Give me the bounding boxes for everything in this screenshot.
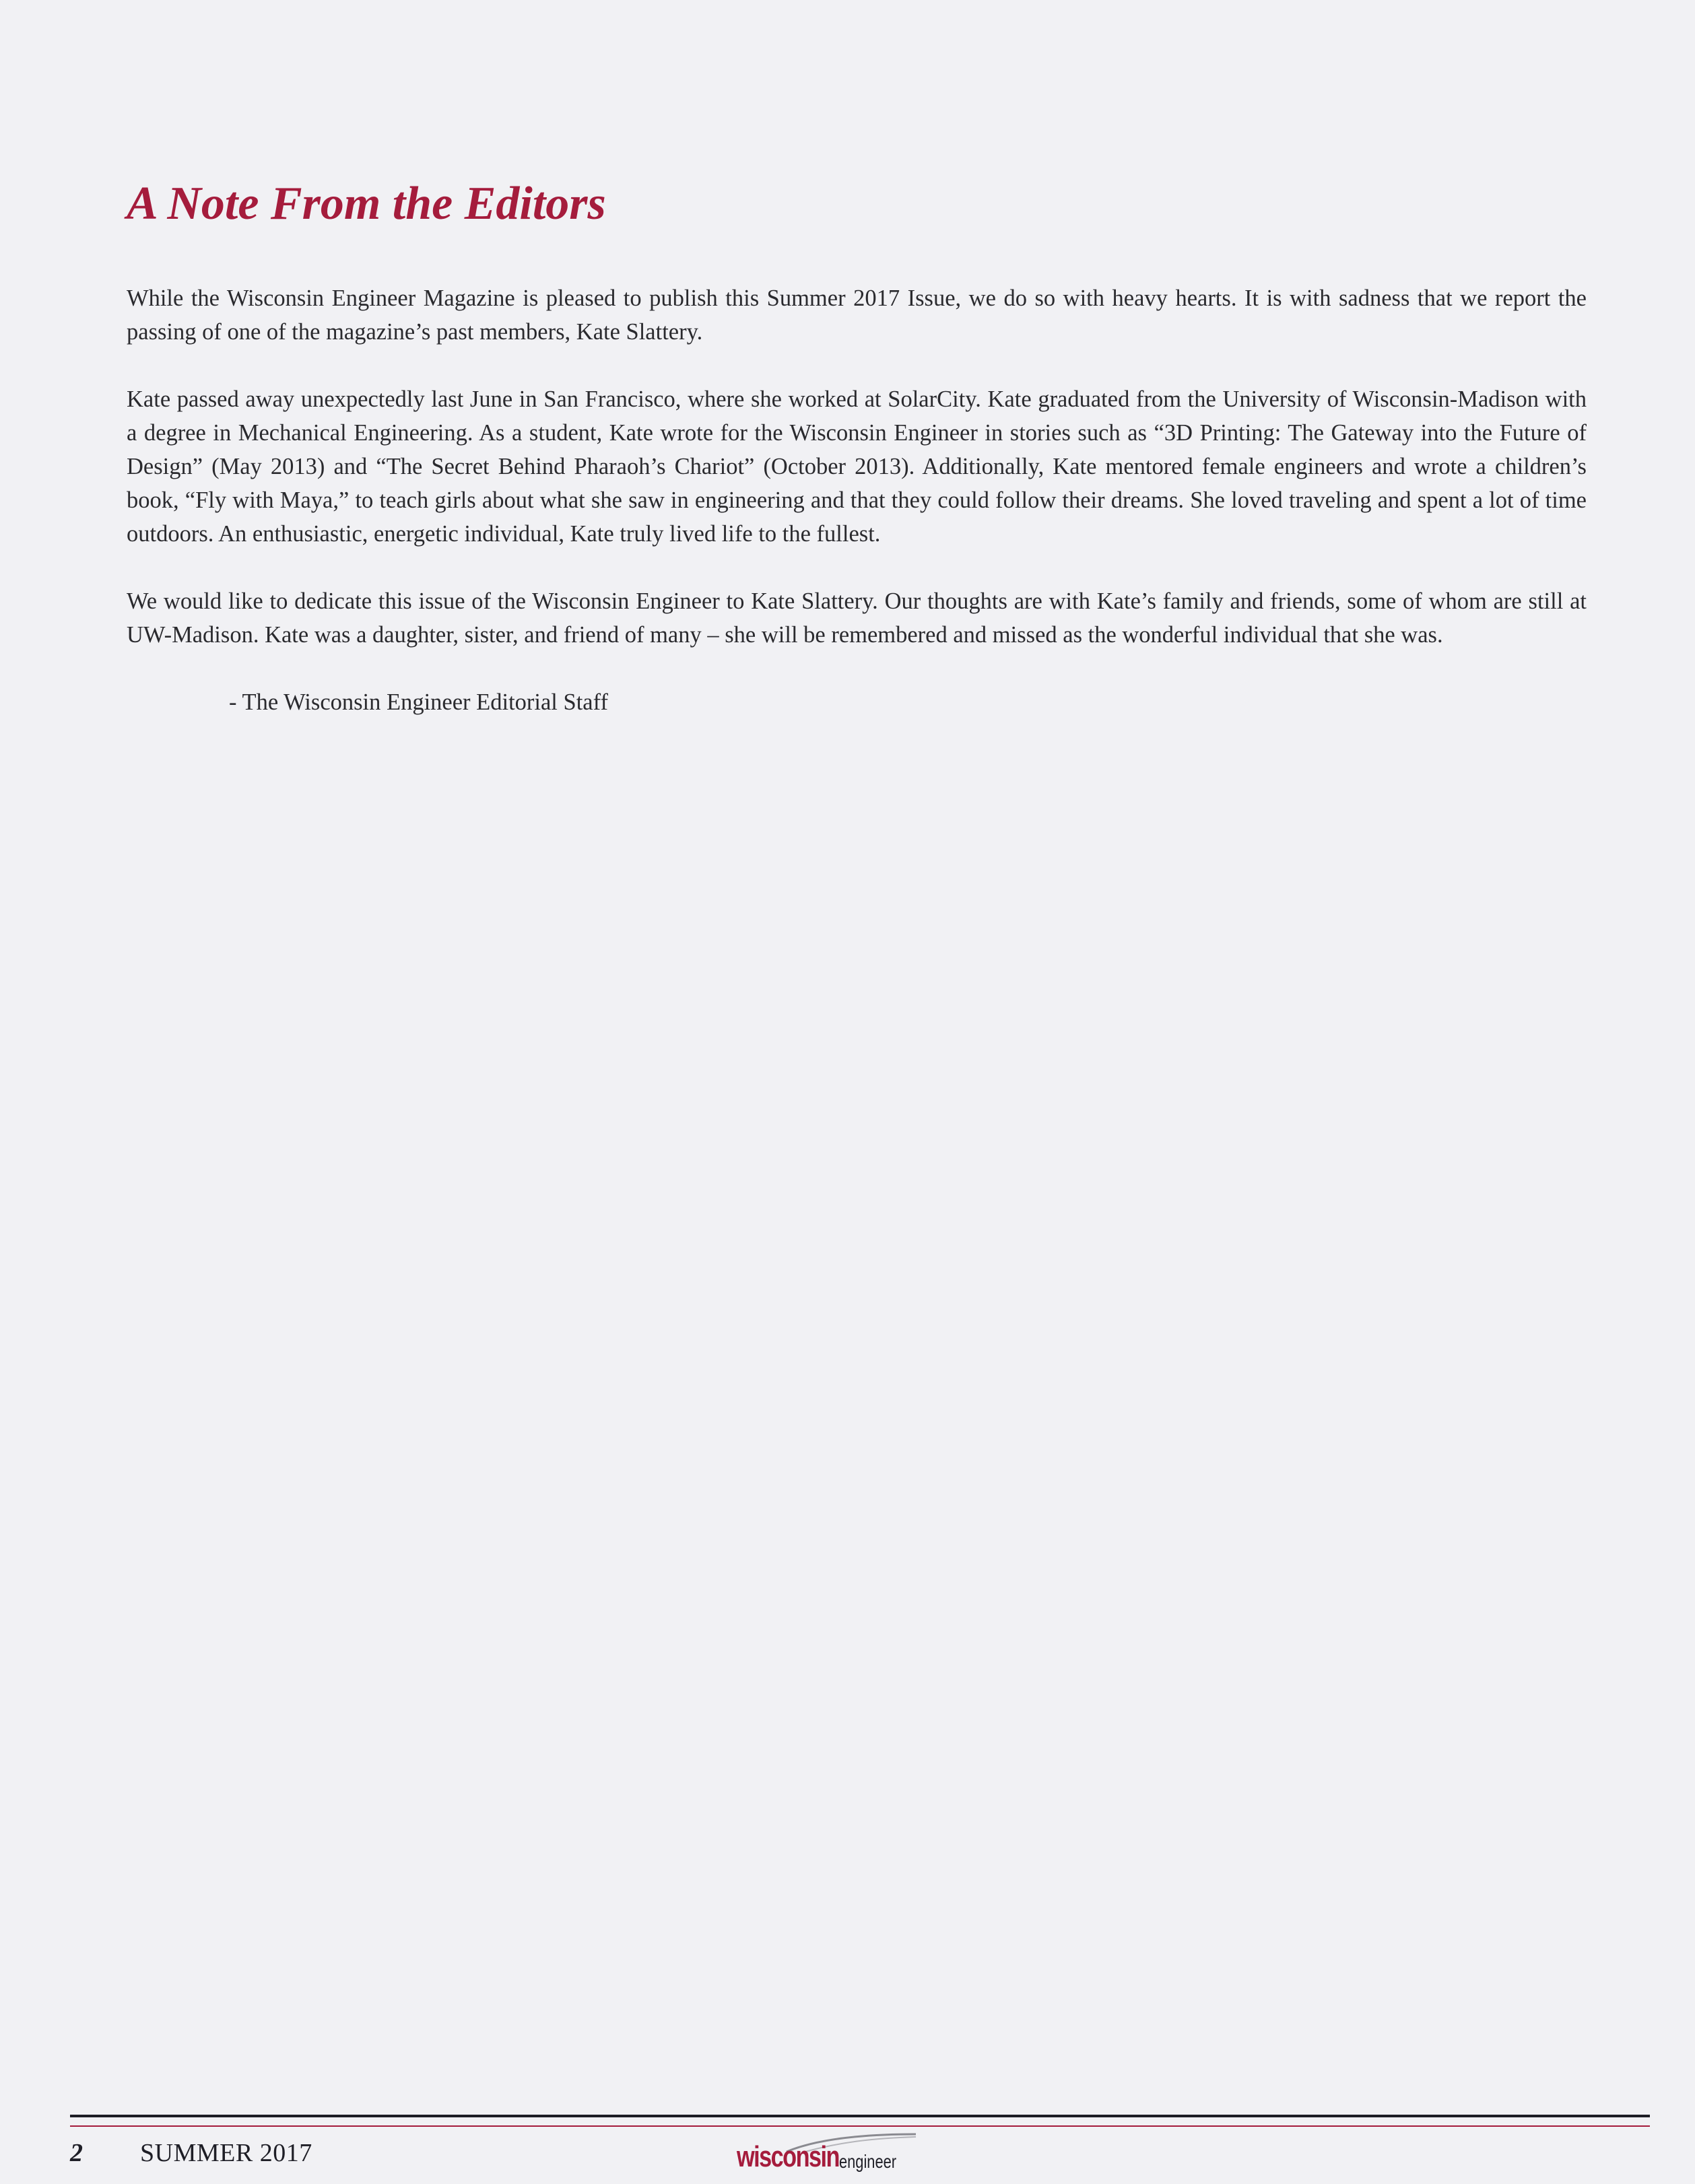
article-body [127,281,1587,719]
footer-divider-dark [70,2115,1650,2117]
logo-word-engineer: engineer [839,2151,897,2172]
issue-label: SUMMER 2017 [140,2139,312,2167]
page-number: 2 [70,2139,83,2167]
logo-word-wisconsin: wisconsin [737,2140,839,2173]
footer-divider-red [70,2125,1650,2127]
editorial-signature: - The Wisconsin Engineer Editorial Staff [229,689,608,715]
paragraph-dedication: We would like to dedicate this issue of the Wisconsin Engineer to Kate Slattery. Our thoughts are with Kate’s family and friends, some of whom are still at UW-Madison. Kate was a daughter, sister, and friend of many – she will be remembered and missed as the wonderful individual that she was. [127,588,1587,648]
paragraph-tribute: Kate passed away unexpectedly last June in San Francisco, where she worked at SolarCity. Kate graduated from the University of Wisconsin-Madison with a degree in Mechanical Engineering. As a student, Kate wrote for the Wisconsin Engineer in stories such as “3D Printing: The Gateway into the Future of Design” (May 2013) and “The Secret Behind Pharaoh’s Chariot” (October 2013). Additionally, Kate mentored female engineers and wrote a children’s book, “Fly with Maya,” to teach girls about what she saw in engineering and that they could follow their dreams. She loved traveling and spent a lot of time outdoors. An enthusiastic, energetic individual, Kate truly lived life to the fullest. [127,386,1587,547]
paragraph-intro: While the Wisconsin Engineer Magazine is pleased to publish this Summer 2017 Issue, we do so with heavy hearts. It is with sadness that we report the passing of one of the magazine’s past members, Kate Slattery. [127,285,1587,345]
wisconsin-engineer-logo [737,2133,919,2175]
page-title: A Note From the Editors [127,178,606,230]
